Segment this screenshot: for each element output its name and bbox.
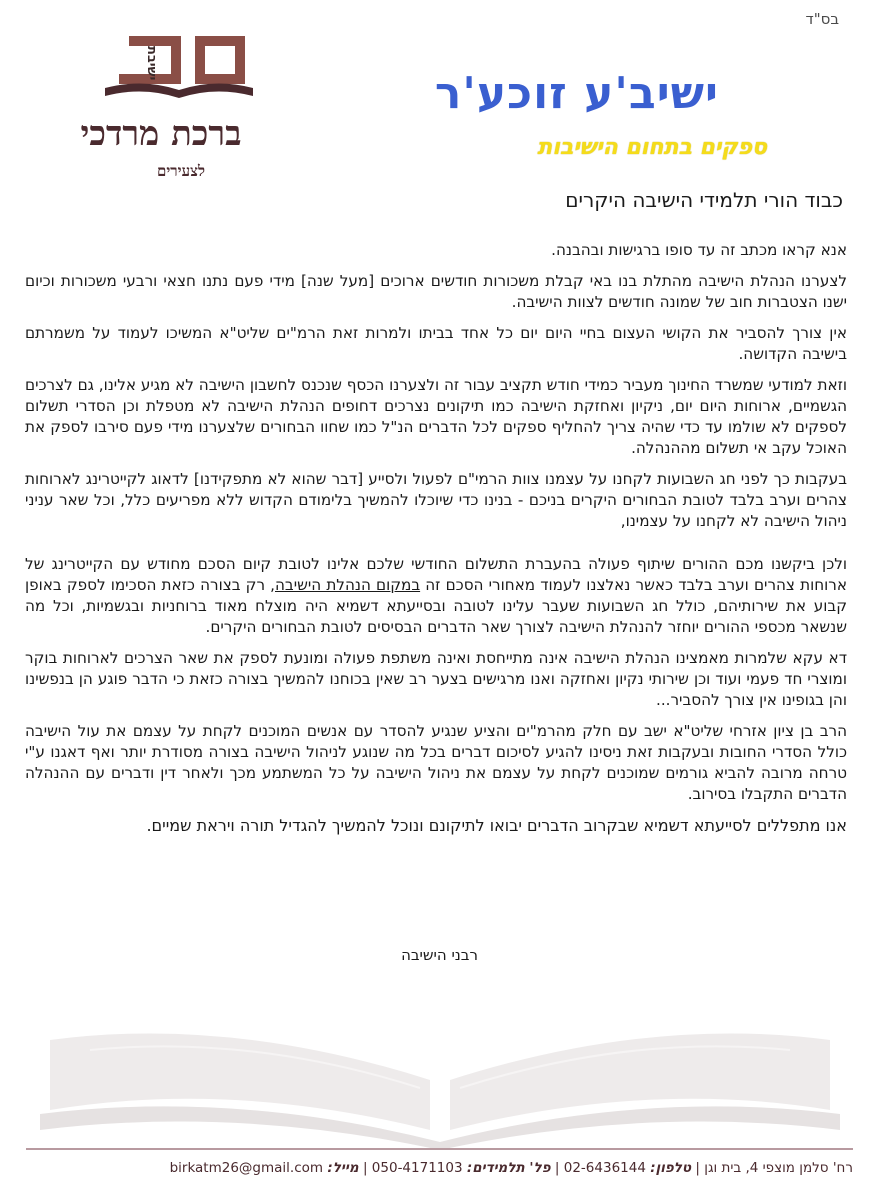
footer-separator: |: [695, 1160, 700, 1176]
footer-separator: |: [362, 1160, 368, 1176]
bsd-mark: בס"ד: [805, 10, 839, 28]
paragraph: וזאת למודעי שמשרד החינוך מעביר כמידי חודש תקציב עבור זה ולצערנו הכסף שנכנס לחשבון הישיבה לא מגיע אלינו, גם לצרכים הגשמיים, ארוחות היום יום, ניקיון ואחזקת הישיבה כמו תיקונים נצרכים דחופים הנהלת הישיבה לא מטפלת וכן הסדרי תשלום לספקים לא שולמו עד כדי שהיה צריך להחליף ספקים לכל הדברים הנ"ל כמו שחוו הבחורים שלצערנו מידי פעם סירבו לספק את האוכל עקב אי תשלום מההנהלה.: [25, 376, 847, 457]
footer-contact: [26, 1160, 853, 1176]
open-book-watermark-icon: [30, 1010, 850, 1150]
footer-students-label: פל' תלמידים:: [466, 1160, 551, 1176]
paragraph: הרב בן ציון אזרחי שליט"א ישב עם חלק מהרמ"ים והציע שנגיע להסדר עם אנשים המוכנים לקחת על עצמם את עול הישיבה כולל הסדרי החובות ובעקבות זאת ניסינו להגיע לסיכום דברים בכל מה שנוגע לניהול הישיבה בצורה מסודרת יותר ואף דאגנו ע"י טרחה מרובה להביא גורמים שמוכנים לקחת על עצמם את ניהול הישיבה על כל המשתמע מכך ולאחר דין ודברים עם ההנהלה הדברים התקבלו בסירוב.: [25, 722, 847, 803]
paragraph: אנא קראו מכתב זה עד סופו ברגישות ובהבנה.: [551, 241, 847, 259]
footer-address: רח' סלמן מוצפי 4, בית וגן: [704, 1160, 853, 1176]
footer-separator: |: [554, 1160, 560, 1176]
footer-divider: [26, 1148, 853, 1150]
footer-phone[interactable]: 02-6436144: [563, 1160, 646, 1176]
logo-name: ברכת מרדכי: [80, 114, 242, 154]
paragraph: בעקבות כך לפני חג השבועות לקחנו על עצמנו צוות הרמי"ם לפעול ולסייע [דבר שהוא לא מתפקידנו] לדאוג לקייטרינג לארוחות צהרים וערב בלבד לטובת הבחורים היקרים בניכם - בנינו כדי שיוכלו להמשיך בלימודם הקדוש ללא מפריעים כלל, וכל שאר עניני ניהול הישיבה לא לקחנו על עצמינו,: [25, 470, 847, 530]
paragraph: לצערנו הנהלת הישיבה מהתלת בנו באי קבלת משכורות חודשים ארוכים [מעל שנה] מידי פעם נתנו חצאי ורבעי משכורות וכיום ישנו הצטברות חוב של שמונה חודשים לצוות הישיבה.: [25, 272, 847, 311]
footer-email-label: מייל:: [327, 1160, 359, 1176]
footer-email-link[interactable]: birkatm26@gmail.com: [169, 1160, 324, 1176]
closing-line: אנו מתפללים לסייעתא דשמיא שבקרוב הדברים יבואו לתיקונם ונוכל להמשיך להגדיל תורה ויראת שמיים.: [146, 816, 847, 835]
logo-yeshiva-word: ישיבת: [144, 46, 159, 81]
logo-subtitle: לצעירים: [157, 162, 205, 180]
paragraph: דא עקא שלמרות מאמצינו הנהלת הישיבה אינה מתייחסת ואינה משתפת פעולה ומונעת לספק את שאר הצרכים לארוחות בוקר ומוצרי חד פעמי ועוד וכן שירותי נקיון ואחזקה ואנו מרגישים בצער רב שאין בכוחנו להמשיך בצורה כזאת כי הדבר פוגע הן בנפשינו והן בגופינו אין צורך להסביר...: [25, 649, 847, 709]
yeshiva-logo: [51, 36, 271, 186]
footer-phone-label: טלפון:: [650, 1160, 692, 1176]
paragraph-text: ולכן ביקשנו מכם ההורים שיתוף פעולה בהעברת התשלום החודשי שלכם אלינו לטובת קיום הסכם מחודש עם הקייטרינג של ארוחות צהרים וערב בלבד כאשר נאלצנו לעמוד מאחורי הסכם זה: [25, 555, 847, 594]
brand-subtitle: ספקים בתחום הישיבות: [537, 135, 767, 160]
letter-heading: כבוד הורי תלמידי הישיבה היקרים: [565, 188, 843, 212]
paragraph: אין צורך להסביר את הקושי העצום בחיי היום יום כל אחד בביתו ולמרות זאת הרמ"ים שליט"א המשיכו לעמוד על משמרתם בישיבה הקדושה.: [25, 324, 847, 363]
paragraph-text: , רק בצורה כזאת הסכימו לספק באופן קבוע את שירותיהם, כולל חג השבועות שעבר עלינו לטובה ובסייעתא דשמיא היה מוצלח מאוד ברוחניות ובגשמיות, וכל מה שנשאר מכספי ההורים יוחזר להנהלת הישיבה לצורך שאר הדברים הבסיסים לטובת הבחורים היקרים.: [25, 576, 847, 636]
signature: רבני הישיבה: [401, 946, 478, 964]
footer-students-phone[interactable]: 050-4171103: [371, 1160, 463, 1176]
open-book-logo-icon: [99, 36, 259, 100]
letter-body: [25, 240, 847, 846]
brand-title: ישיב'ע זוכע'ר: [434, 68, 719, 119]
underlined-phrase: במקום הנהלת הישיבה: [275, 576, 421, 594]
paragraph: [25, 554, 847, 638]
